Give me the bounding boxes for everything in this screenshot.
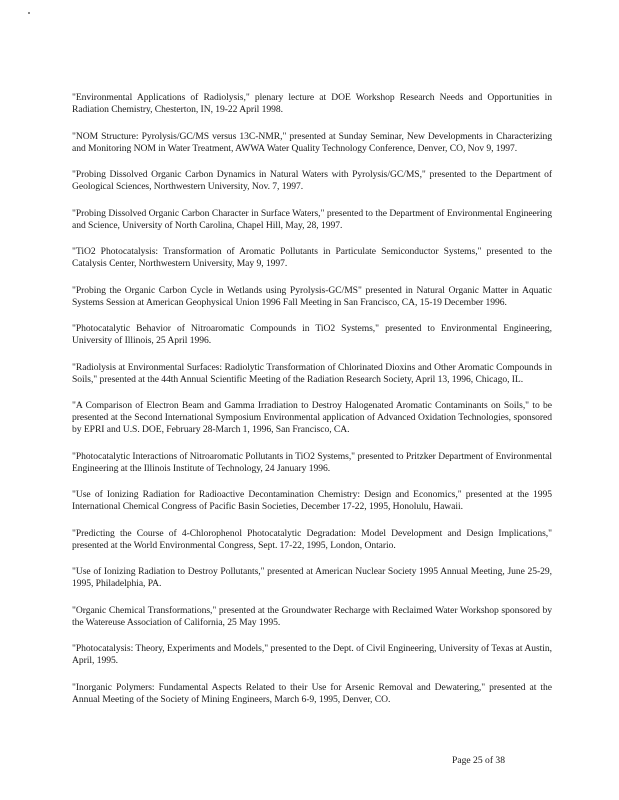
list-item: "Probing Dissolved Organic Carbon Dynamics in Natural Waters with Pyrolysis/GC/MS," presented to the Department of Geological Sciences, Northwestern University, Nov. 7, 1997. [72,169,552,192]
list-item: "Use of Ionizing Radiation for Radioactive Decontamination Chemistry: Design and Economics," presented at the 1995 International Chemical Congress of Pacific Basin Societies, December 17-22, 1995, Honolulu, Hawaii. [72,489,552,512]
list-item: "A Comparison of Electron Beam and Gamma Irradiation to Destroy Halogenated Aromatic Contaminants on Soils," to be presented at the Second International Symposium Environmental application of Advanced Oxidation Technologies, sponsored by EPRI and U.S. DOE, February 28-March 1, 1996, San Francisco, CA. [72,400,552,435]
list-item: "Use of Ionizing Radiation to Destroy Pollutants," presented at American Nuclear Society 1995 Annual Meeting, June 25-29, 1995, Philadelphia, PA. [72,566,552,589]
list-item: "Probing the Organic Carbon Cycle in Wetlands using Pyrolysis-GC/MS" presented in Natural Organic Matter in Aquatic Systems Session at American Geophysical Union 1996 Fall Meeting in San Francisco, CA, 15-19 December 1996. [72,284,552,308]
list-item: "Photocatalytic Interactions of Nitroaromatic Pollutants in TiO2 Systems," presented to Pritzker Department of Environmental Engineering at the Illinois Institute of Technology, 24 January 1996. [72,450,552,474]
list-item: "Radiolysis at Environmental Surfaces: Radiolytic Transformation of Chlorinated Dioxins and Other Aromatic Compounds in Soils," presented at the 44th Annual Scientific Meeting of the Radiation Research Society, April 13, 1996, Chicago, IL. [72,361,552,385]
list-item: "Photocatalytic Behavior of Nitroaromatic Compounds in TiO2 Systems," presented to Environmental Engineering, University of Illinois, 25 April 1996. [72,323,552,346]
list-item: "NOM Structure: Pyrolysis/GC/MS versus 13C-NMR," presented at Sunday Seminar, New Developments in Characterizing and Monitoring NOM in Water Treatment, AWWA Water Quality Technology Conference, Denver, CO, Nov 9, 1997. [72,130,552,154]
list-item: "Predicting the Course of 4-Chlorophenol Photocatalytic Degradation: Model Development and Design Implications," presented at the World Environmental Congress, Sept. 17-22, 1995, London, Ontario. [72,527,552,551]
list-item: "Organic Chemical Transformations," presented at the Groundwater Recharge with Reclaimed Water Workshop sponsored by the Watereuse Association of California, 25 May 1995. [72,604,552,628]
list-item: "TiO2 Photocatalysis: Transformation of Aromatic Pollutants in Particulate Semiconductor Systems," presented to the Catalysis Center, Northwestern University, May 9, 1997. [72,246,552,269]
scan-mark [28,12,30,14]
list-item: "Probing Dissolved Organic Carbon Character in Surface Waters," presented to the Department of Environmental Engineering and Science, University of North Carolina, Chapel Hill, May, 28, 1997. [72,207,552,231]
list-item: "Photocatalysis: Theory, Experiments and Models," presented to the Dept. of Civil Engineering, University of Texas at Austin, April, 1995. [72,643,552,666]
list-item: "Inorganic Polymers: Fundamental Aspects Related to their Use for Arsenic Removal and Dewatering," presented at the Annual Meeting of the Society of Mining Engineers, March 6-9, 1995, Denver, CO. [72,681,552,705]
presentation-list [72,92,552,720]
list-item: "Environmental Applications of Radiolysis," plenary lecture at DOE Workshop Research Needs and Opportunities in Radiation Chemistry, Chesterton, IN, 19-22 April 1998. [72,92,552,115]
page-number: Page 25 of 38 [452,755,506,766]
